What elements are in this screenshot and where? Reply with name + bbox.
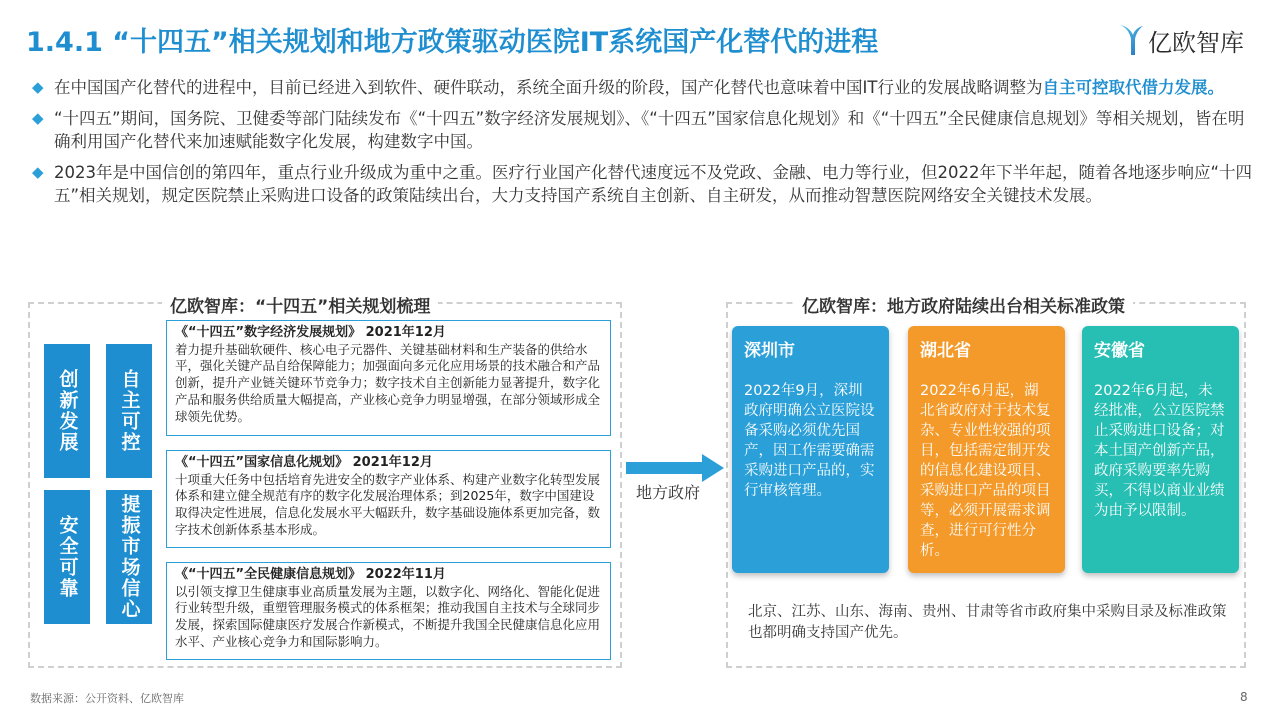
- plan-heading: 《“十四五”全民健康信息规划》 2022年11月: [175, 567, 446, 582]
- plan-heading: 《“十四五”国家信息化规划》 2021年12月: [175, 455, 433, 470]
- plan-card-informatization: [166, 450, 611, 548]
- bullet-text: 2023年是中国信创的第四年，重点行业升级成为重中之重。医疗行业国产化替代速度远不及党政、金融、电力等行业，但2022年下半年起，随着各地逐步响应“十四五”相关规划，规定医院禁止采购进口设备的政策陆续出台，大力支持国产系统自主创新、自主研发，从而推动智慧医院网络安全关键技术发展。: [54, 163, 1253, 205]
- logo-text: 亿欧智库: [1148, 28, 1244, 57]
- card-body: 2022年6月起，未经批准，公立医院禁止采购进口设备；对本土国产创新产品，政府采购要率先购买，不得以商业业绩为由予以限制。: [1094, 383, 1225, 519]
- bullet-item: [32, 161, 1256, 207]
- diamond-icon: ◆: [32, 163, 44, 181]
- bullet-text: “十四五”期间，国务院、卫健委等部门陆续发布《“十四五”数字经济发展规划》、《“十四五”国家信息化规划》和《“十四五”全民健康信息规划》等相关规划，皆在明确利用国产化替代来加速赋能数字化发展，构建数字中国。: [54, 109, 1245, 151]
- bullet-item: [32, 76, 1256, 99]
- plan-card-digital-economy: [166, 320, 611, 436]
- page-number: 8: [1240, 690, 1248, 704]
- pillar-market-confidence: 提振市场信心: [106, 490, 152, 624]
- bullet-list: [32, 76, 1256, 215]
- bullet-item: [32, 107, 1256, 153]
- logo: [1118, 20, 1244, 60]
- bullet-text: 在中国国产化替代的进程中，目前已经进入到软件、硬件联动，系统全面升级的阶段，国产化替代也意味着中国IT行业的发展战略调整为: [54, 78, 1043, 97]
- plan-heading: 《“十四五”数字经济发展规划》 2021年12月: [175, 325, 446, 340]
- card-title: 安徽省: [1094, 341, 1145, 361]
- pillar-self-control: 自主可控: [106, 344, 152, 478]
- page-title: 1.4.1 “十四五”相关规划和地方政策驱动医院IT系统国产化替代的进程: [26, 27, 879, 58]
- plan-body: 十项重大任务中包括培育先进安全的数字产业体系、构建产业数字化转型发展体系和建立健全规范有序的数字化发展治理体系；到2025年，数字中国建设取得决定性进展，信息化发展水平大幅跃升，数字基础设施体系更加完备，数字技术创新体系基本形成。: [175, 471, 601, 537]
- policies-panel-title: 亿欧智库：地方政府陆续出台相关标准政策: [794, 292, 1133, 317]
- data-source: 数据来源：公开资料、亿欧智库: [30, 692, 184, 705]
- pillar-security: 安全可靠: [44, 490, 90, 624]
- arrow-right-icon: [626, 454, 724, 482]
- policy-card-shenzhen: [732, 326, 889, 573]
- diamond-icon: ◆: [32, 109, 44, 127]
- arrow-label: 地方政府: [636, 483, 701, 502]
- bullet-tail: 。: [1207, 78, 1224, 97]
- policy-card-hubei: [908, 326, 1065, 573]
- plan-card-health-info: [166, 562, 611, 660]
- yiou-logo-icon: [1118, 23, 1144, 57]
- pillar-innovation: 创新发展: [44, 344, 90, 478]
- bullet-highlight: 自主可控取代借力发展: [1042, 78, 1208, 97]
- card-title: 深圳市: [744, 341, 795, 361]
- diamond-icon: ◆: [32, 78, 44, 96]
- card-title: 湖北省: [920, 341, 971, 361]
- policy-card-anhui: [1082, 326, 1239, 573]
- card-body: 2022年9月，深圳政府明确公立医院设备采购必须优先国产，因工作需要确需采购进口产品的，实行审核管理。: [744, 383, 875, 499]
- plan-body: 着力提升基础软硬件、核心电子元器件、关键基础材料和生产装备的供给水平，强化关键产品自给保障能力；加强面向多元化应用场景的技术融合和产品创新，提升产业链关键环节竞争力；数字技术自主创新能力显著提升，数字化产品和服务供给质量大幅提高，产业核心竞争力明显增强，在部分领域形成全球领先优势。: [175, 341, 601, 424]
- plans-panel-title: 亿欧智库：“十四五”相关规划梳理: [162, 292, 438, 317]
- policies-footnote: 北京、江苏、山东、海南、贵州、甘肃等省市政府集中采购目录及标准政策也都明确支持国产优先。: [748, 604, 1227, 641]
- plan-body: 以引领支撑卫生健康事业高质量发展为主题，以数字化、网络化、智能化促进行业转型升级，重塑管理服务模式的体系框架；推动我国自主技术与全球同步发展，探索国际健康医疗发展合作新模式，不断提升我国全民健康信息化应用水平、产业核心竞争力和国际影响力。: [175, 583, 601, 649]
- card-body: 2022年6月起，湖北省政府对于技术复杂、专业性较强的项目，包括需定制开发的信息化建设项目、采购进口产品的项目等，必须开展需求调查，进行可行性分析。: [920, 383, 1051, 559]
